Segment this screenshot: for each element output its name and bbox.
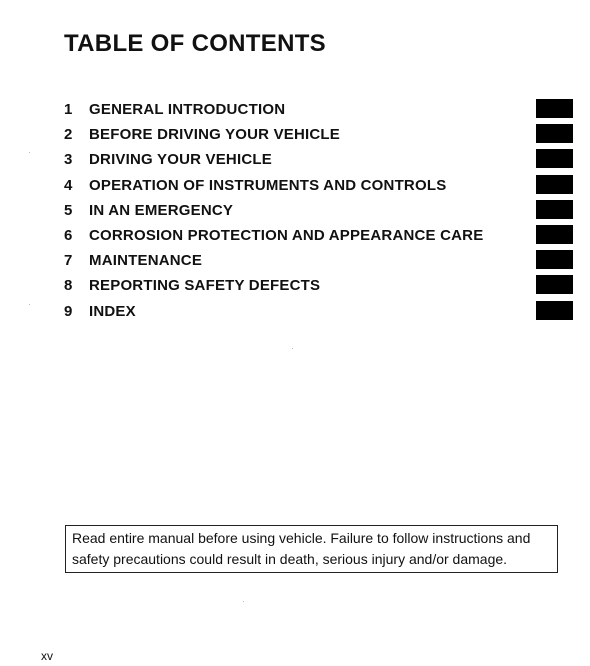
section-tab-marker	[536, 225, 573, 244]
toc-entry-8[interactable]	[64, 273, 576, 298]
toc-entry-5[interactable]	[64, 198, 576, 223]
toc-entry-3[interactable]	[64, 147, 576, 172]
safety-notice-text: Read entire manual before using vehicle. Failure to follow instructions and safety precautions could result in death, serious injury and/or damage.	[72, 530, 531, 567]
toc-entry-6[interactable]	[64, 223, 576, 248]
toc-entry-label: DRIVING YOUR VEHICLE	[89, 151, 272, 169]
toc-entry-number: 6	[64, 227, 73, 245]
section-tab-marker	[536, 250, 573, 269]
section-tab-marker	[536, 275, 573, 294]
section-tab-marker	[536, 124, 573, 143]
section-tab-marker	[536, 200, 573, 219]
toc-entry-label: OPERATION OF INSTRUMENTS AND CONTROLS	[89, 176, 447, 194]
toc-entry-number: 8	[64, 277, 73, 295]
toc-entry-number: 9	[64, 302, 73, 320]
toc-entry-7[interactable]	[64, 248, 576, 273]
toc-entry-label: REPORTING SAFETY DEFECTS	[89, 277, 321, 295]
section-tab-marker	[536, 301, 573, 320]
section-tab-marker	[536, 175, 573, 194]
page-number: xv	[41, 649, 53, 663]
page-title: TABLE OF CONTENTS	[64, 30, 326, 57]
toc-entry-label: GENERAL INTRODUCTION	[89, 101, 286, 119]
toc-entry-number: 1	[64, 101, 73, 119]
toc-entry-1[interactable]	[64, 97, 576, 122]
toc-entry-9[interactable]	[64, 299, 576, 324]
scan-speck	[29, 304, 30, 305]
safety-notice-box	[65, 525, 558, 573]
toc-entry-number: 5	[64, 201, 73, 219]
toc-entry-label: IN AN EMERGENCY	[89, 201, 234, 219]
toc-entry-number: 7	[64, 252, 73, 270]
toc-entry-label: MAINTENANCE	[89, 252, 203, 270]
toc-entry-number: 2	[64, 126, 73, 144]
toc-entry-label: CORROSION PROTECTION AND APPEARANCE CARE	[89, 227, 484, 245]
table-of-contents	[64, 97, 576, 324]
scan-speck	[292, 348, 293, 349]
toc-entry-label: BEFORE DRIVING YOUR VEHICLE	[89, 126, 340, 144]
toc-entry-number: 4	[64, 176, 73, 194]
section-tab-marker	[536, 99, 573, 118]
scan-speck	[243, 601, 244, 602]
scan-speck	[29, 152, 30, 153]
toc-entry-label: INDEX	[89, 302, 136, 320]
toc-entry-number: 3	[64, 151, 73, 169]
toc-entry-4[interactable]	[64, 173, 576, 198]
section-tab-marker	[536, 149, 573, 168]
toc-entry-2[interactable]	[64, 122, 576, 147]
